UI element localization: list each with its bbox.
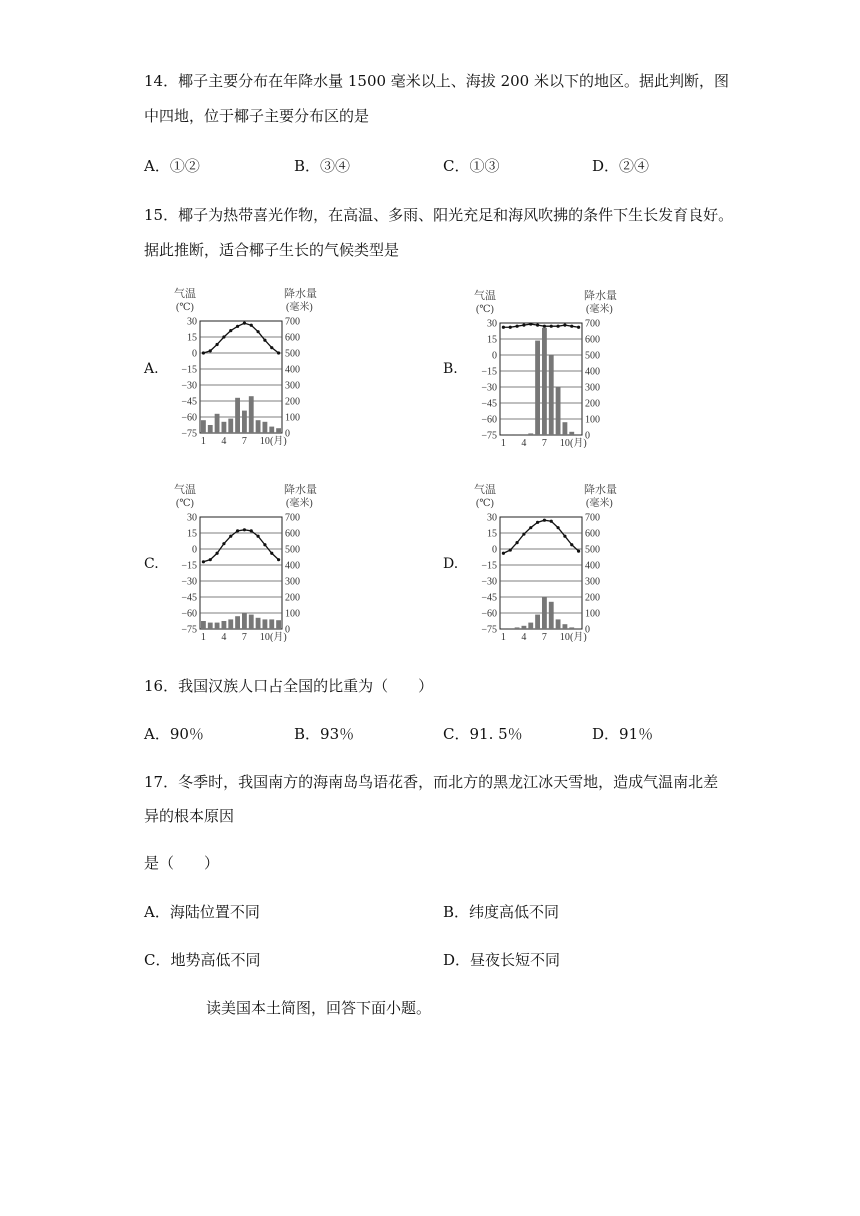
precip-bar <box>542 597 547 629</box>
temperature-point <box>250 529 253 532</box>
temp-tick-label: 15 <box>187 528 197 540</box>
temperature-point <box>536 521 539 524</box>
temperature-point <box>215 343 218 346</box>
month-tick-label: 7 <box>541 632 547 642</box>
temperature-point <box>263 339 266 342</box>
month-tick-label: 4 <box>521 438 527 448</box>
precip-bar <box>563 422 568 435</box>
precip-tick-label: 600 <box>285 332 300 344</box>
chart-b-label: B. <box>443 361 458 377</box>
precip-tick-label: 200 <box>285 592 300 604</box>
precip-tick-label: 400 <box>585 366 600 378</box>
month-tick-label: 4 <box>221 632 227 642</box>
temperature-line <box>503 324 578 327</box>
precip-tick-label: 700 <box>285 316 300 328</box>
q14-option-b: B．③④ <box>294 157 351 175</box>
temperature-point <box>215 552 218 555</box>
precip-tick-label: 500 <box>285 348 300 360</box>
temperature-point <box>556 325 559 328</box>
precip-tick-label: 100 <box>285 412 300 424</box>
precip-axis-unit: (毫米) <box>586 304 613 315</box>
temperature-point <box>570 543 573 546</box>
precip-tick-label: 300 <box>285 380 300 392</box>
q16-option-a: A．90％ <box>144 725 204 743</box>
q17-option-d: D．昼夜长短不同 <box>443 951 561 969</box>
temperature-point <box>229 535 232 538</box>
precip-bar <box>215 623 220 629</box>
q17-line2: 异的根本原因 <box>144 807 235 825</box>
precip-bar <box>235 398 240 433</box>
precip-tick-label: 0 <box>285 428 290 440</box>
plot-frame <box>200 321 282 433</box>
temperature-point <box>243 322 246 325</box>
precip-bar <box>569 627 574 629</box>
precip-axis-title: 降水量 <box>584 484 617 496</box>
precip-bar <box>256 618 261 629</box>
month-tick-label: 10 <box>559 438 570 448</box>
temp-tick-label: −75 <box>181 428 197 440</box>
temperature-point <box>277 558 280 561</box>
precip-bar <box>276 428 281 433</box>
temperature-point <box>509 548 512 551</box>
q14-option-c: C．①③ <box>443 157 500 175</box>
temp-tick-label: −30 <box>181 380 197 392</box>
temp-tick-label: −15 <box>181 364 197 376</box>
precip-bar <box>549 355 554 435</box>
temperature-point <box>277 351 280 354</box>
month-tick-label: 10 <box>259 436 270 446</box>
climate-chart-c <box>166 482 336 642</box>
precip-tick-label: 0 <box>585 624 590 636</box>
chart-c-label: C. <box>144 556 159 572</box>
precip-tick-label: 100 <box>285 608 300 620</box>
temperature-point <box>563 324 566 327</box>
precip-bar <box>263 619 268 629</box>
temp-tick-label: 0 <box>192 348 197 360</box>
precip-axis-title: 降水量 <box>284 288 317 300</box>
temperature-point <box>256 535 259 538</box>
plot-frame <box>500 323 582 435</box>
temperature-point <box>236 529 239 532</box>
temperature-point <box>502 552 505 555</box>
temperature-point <box>209 349 212 352</box>
precip-bar <box>576 628 581 629</box>
temp-tick-label: −45 <box>481 398 497 410</box>
q17-line1: 17．冬季时，我国南方的海南岛鸟语花香，而北方的黑龙江冰天雪地，造成气温南北差 <box>144 773 719 791</box>
precip-tick-label: 200 <box>285 396 300 408</box>
temp-tick-label: −75 <box>181 624 197 636</box>
precip-bar <box>501 434 506 435</box>
temperature-point <box>550 325 553 328</box>
q17-option-c: C．地势高低不同 <box>144 951 261 969</box>
month-tick-label: 1 <box>500 632 506 642</box>
chart-a-label: A. <box>144 361 159 377</box>
temperature-point <box>256 330 259 333</box>
temperature-point <box>270 552 273 555</box>
temp-axis-title: 气温 <box>474 290 496 302</box>
temp-tick-label: −60 <box>181 412 197 424</box>
temp-tick-label: 30 <box>187 316 197 328</box>
temperature-point <box>222 542 225 545</box>
precip-bar <box>208 425 213 433</box>
precip-bar <box>528 623 533 629</box>
precip-bar <box>501 628 506 629</box>
month-tick-label: 1 <box>500 438 506 448</box>
month-tick-label: 4 <box>521 632 527 642</box>
map-intro-text: 读美国本土简图，回答下面小题。 <box>206 999 432 1017</box>
temperature-point <box>522 532 525 535</box>
temperature-point <box>529 322 532 325</box>
plot-frame <box>500 517 582 629</box>
month-unit-label: (月) <box>570 438 587 448</box>
precip-tick-label: 0 <box>285 624 290 636</box>
precip-bar <box>563 624 568 629</box>
temp-tick-label: −15 <box>181 560 197 572</box>
temperature-point <box>202 351 205 354</box>
climate-chart-b <box>466 288 636 448</box>
temperature-point <box>236 325 239 328</box>
precip-bar <box>242 613 247 629</box>
temp-axis-unit: (℃) <box>476 498 494 509</box>
temp-tick-label: 0 <box>492 544 497 556</box>
temperature-point <box>263 543 266 546</box>
temp-tick-label: −45 <box>481 592 497 604</box>
month-tick-label: 7 <box>241 632 247 642</box>
temp-tick-label: −30 <box>181 576 197 588</box>
temperature-point <box>515 541 518 544</box>
precip-tick-label: 400 <box>285 560 300 572</box>
precip-bar <box>535 615 540 629</box>
q14-line1: 14．椰子主要分布在年降水量 1500 毫米以上、海拔 200 米以下的地区。据此判断，图 <box>144 72 729 90</box>
temperature-line <box>203 323 278 353</box>
precip-bar <box>222 621 227 629</box>
precip-axis-title: 降水量 <box>584 290 617 302</box>
temp-tick-label: −75 <box>481 430 497 442</box>
q17-option-a: A．海陆位置不同 <box>144 903 260 921</box>
precip-tick-label: 0 <box>585 430 590 442</box>
q14-option-a: A．①② <box>144 157 200 175</box>
precip-tick-label: 700 <box>285 512 300 524</box>
temp-tick-label: 15 <box>187 332 197 344</box>
month-tick-label: 1 <box>200 632 206 642</box>
precip-bar <box>528 433 533 435</box>
q16-line1: 16．我国汉族人口占全国的比重为（ ） <box>144 677 434 695</box>
temp-axis-unit: (℃) <box>476 304 494 315</box>
precip-bar <box>276 620 281 629</box>
month-unit-label: (月) <box>270 436 287 446</box>
q16-option-d: D．91％ <box>592 725 654 743</box>
temperature-point <box>577 326 580 329</box>
temp-tick-label: 30 <box>187 512 197 524</box>
precip-bar <box>263 422 268 433</box>
q14-option-d: D．②④ <box>592 157 650 175</box>
q17-option-b: B．纬度高低不同 <box>443 903 560 921</box>
temperature-point <box>529 526 532 529</box>
precip-tick-label: 600 <box>585 334 600 346</box>
temperature-point <box>536 324 539 327</box>
temp-tick-label: 0 <box>492 350 497 362</box>
precip-bar <box>242 411 247 433</box>
temperature-point <box>570 325 573 328</box>
q17-line3: 是（ ） <box>144 854 220 872</box>
precip-tick-label: 300 <box>285 576 300 588</box>
temperature-point <box>563 535 566 538</box>
temp-tick-label: −60 <box>181 608 197 620</box>
temperature-point <box>543 519 546 522</box>
temp-tick-label: −60 <box>481 414 497 426</box>
q15-line1: 15．椰子为热带喜光作物，在高温、多雨、阳光充足和海风吹拂的条件下生长发育良好。 <box>144 206 734 224</box>
temperature-point <box>222 335 225 338</box>
precip-bar <box>549 602 554 629</box>
precip-bar <box>515 627 520 629</box>
temperature-point <box>550 520 553 523</box>
temp-tick-label: −45 <box>181 396 197 408</box>
precip-bar <box>556 387 561 435</box>
precip-tick-label: 500 <box>585 544 600 556</box>
chart-d-label: D. <box>443 556 459 572</box>
precip-tick-label: 600 <box>285 528 300 540</box>
precip-tick-label: 400 <box>285 364 300 376</box>
temp-axis-title: 气温 <box>174 484 196 496</box>
precip-tick-label: 100 <box>585 608 600 620</box>
precip-bar <box>535 341 540 435</box>
precip-bar <box>515 434 520 435</box>
temperature-point <box>250 324 253 327</box>
temp-tick-label: −15 <box>481 366 497 378</box>
temp-axis-title: 气温 <box>174 288 196 300</box>
precip-bar <box>508 434 513 435</box>
precip-tick-label: 700 <box>585 512 600 524</box>
precip-bar <box>256 420 261 433</box>
month-tick-label: 7 <box>541 438 547 448</box>
precip-axis-unit: (毫米) <box>586 498 613 509</box>
precip-bar <box>201 420 206 433</box>
precip-tick-label: 400 <box>585 560 600 572</box>
temperature-point <box>202 560 205 563</box>
precip-tick-label: 600 <box>585 528 600 540</box>
temp-tick-label: 15 <box>487 528 497 540</box>
precip-bar <box>235 616 240 629</box>
precip-tick-label: 500 <box>585 350 600 362</box>
temp-tick-label: 0 <box>192 544 197 556</box>
temp-tick-label: −45 <box>181 592 197 604</box>
precip-bar <box>269 427 274 433</box>
precip-bar <box>208 623 213 629</box>
precip-bar <box>522 626 527 629</box>
temp-tick-label: −30 <box>481 382 497 394</box>
plot-frame <box>200 517 282 629</box>
month-tick-label: 10 <box>559 632 570 642</box>
month-tick-label: 10 <box>259 632 270 642</box>
temperature-point <box>515 325 518 328</box>
climate-chart-a <box>166 286 336 446</box>
temperature-point <box>577 550 580 553</box>
precip-bar <box>522 434 527 435</box>
temp-tick-label: −15 <box>481 560 497 572</box>
temperature-point <box>209 558 212 561</box>
temp-axis-unit: (℃) <box>176 302 194 313</box>
precip-bar <box>569 432 574 435</box>
q14-line2: 中四地，位于椰子主要分布区的是 <box>144 107 370 125</box>
temperature-line <box>203 530 278 562</box>
temperature-point <box>243 528 246 531</box>
temperature-point <box>556 526 559 529</box>
precip-tick-label: 500 <box>285 544 300 556</box>
temp-tick-label: −60 <box>481 608 497 620</box>
temp-tick-label: 15 <box>487 334 497 346</box>
month-unit-label: (月) <box>270 632 287 642</box>
temperature-point <box>229 329 232 332</box>
precip-bar <box>249 615 254 629</box>
temp-tick-label: −30 <box>481 576 497 588</box>
month-tick-label: 1 <box>200 436 206 446</box>
climate-chart-d <box>466 482 636 642</box>
month-tick-label: 7 <box>241 436 247 446</box>
precip-tick-label: 300 <box>585 576 600 588</box>
temperature-point <box>543 325 546 328</box>
precip-axis-unit: (毫米) <box>286 498 313 509</box>
precip-tick-label: 200 <box>585 398 600 410</box>
q15-line2: 据此推断，适合椰子生长的气候类型是 <box>144 241 400 259</box>
q16-option-b: B．93％ <box>294 725 355 743</box>
temp-axis-unit: (℃) <box>176 498 194 509</box>
precip-bar <box>222 422 227 433</box>
precip-axis-title: 降水量 <box>284 484 317 496</box>
precip-bar <box>228 619 233 629</box>
precip-bar <box>508 628 513 629</box>
precip-tick-label: 100 <box>585 414 600 426</box>
temp-tick-label: 30 <box>487 512 497 524</box>
temp-axis-title: 气温 <box>474 484 496 496</box>
precip-bar <box>542 328 547 435</box>
precip-bar <box>269 619 274 629</box>
month-tick-label: 4 <box>221 436 227 446</box>
precip-tick-label: 300 <box>585 382 600 394</box>
temp-tick-label: 30 <box>487 318 497 330</box>
temp-tick-label: −75 <box>481 624 497 636</box>
precip-bar <box>228 419 233 433</box>
precip-bar <box>249 396 254 433</box>
temperature-point <box>509 326 512 329</box>
precip-bar <box>576 434 581 435</box>
temperature-point <box>502 326 505 329</box>
precip-bar <box>215 414 220 433</box>
temperature-point <box>522 324 525 327</box>
precip-axis-unit: (毫米) <box>286 302 313 313</box>
month-unit-label: (月) <box>570 632 587 642</box>
q16-option-c: C．91. 5％ <box>443 725 523 743</box>
precip-bar <box>556 619 561 629</box>
precip-bar <box>201 621 206 629</box>
precip-tick-label: 200 <box>585 592 600 604</box>
precip-tick-label: 700 <box>585 318 600 330</box>
temperature-point <box>270 346 273 349</box>
temperature-line <box>503 520 578 553</box>
